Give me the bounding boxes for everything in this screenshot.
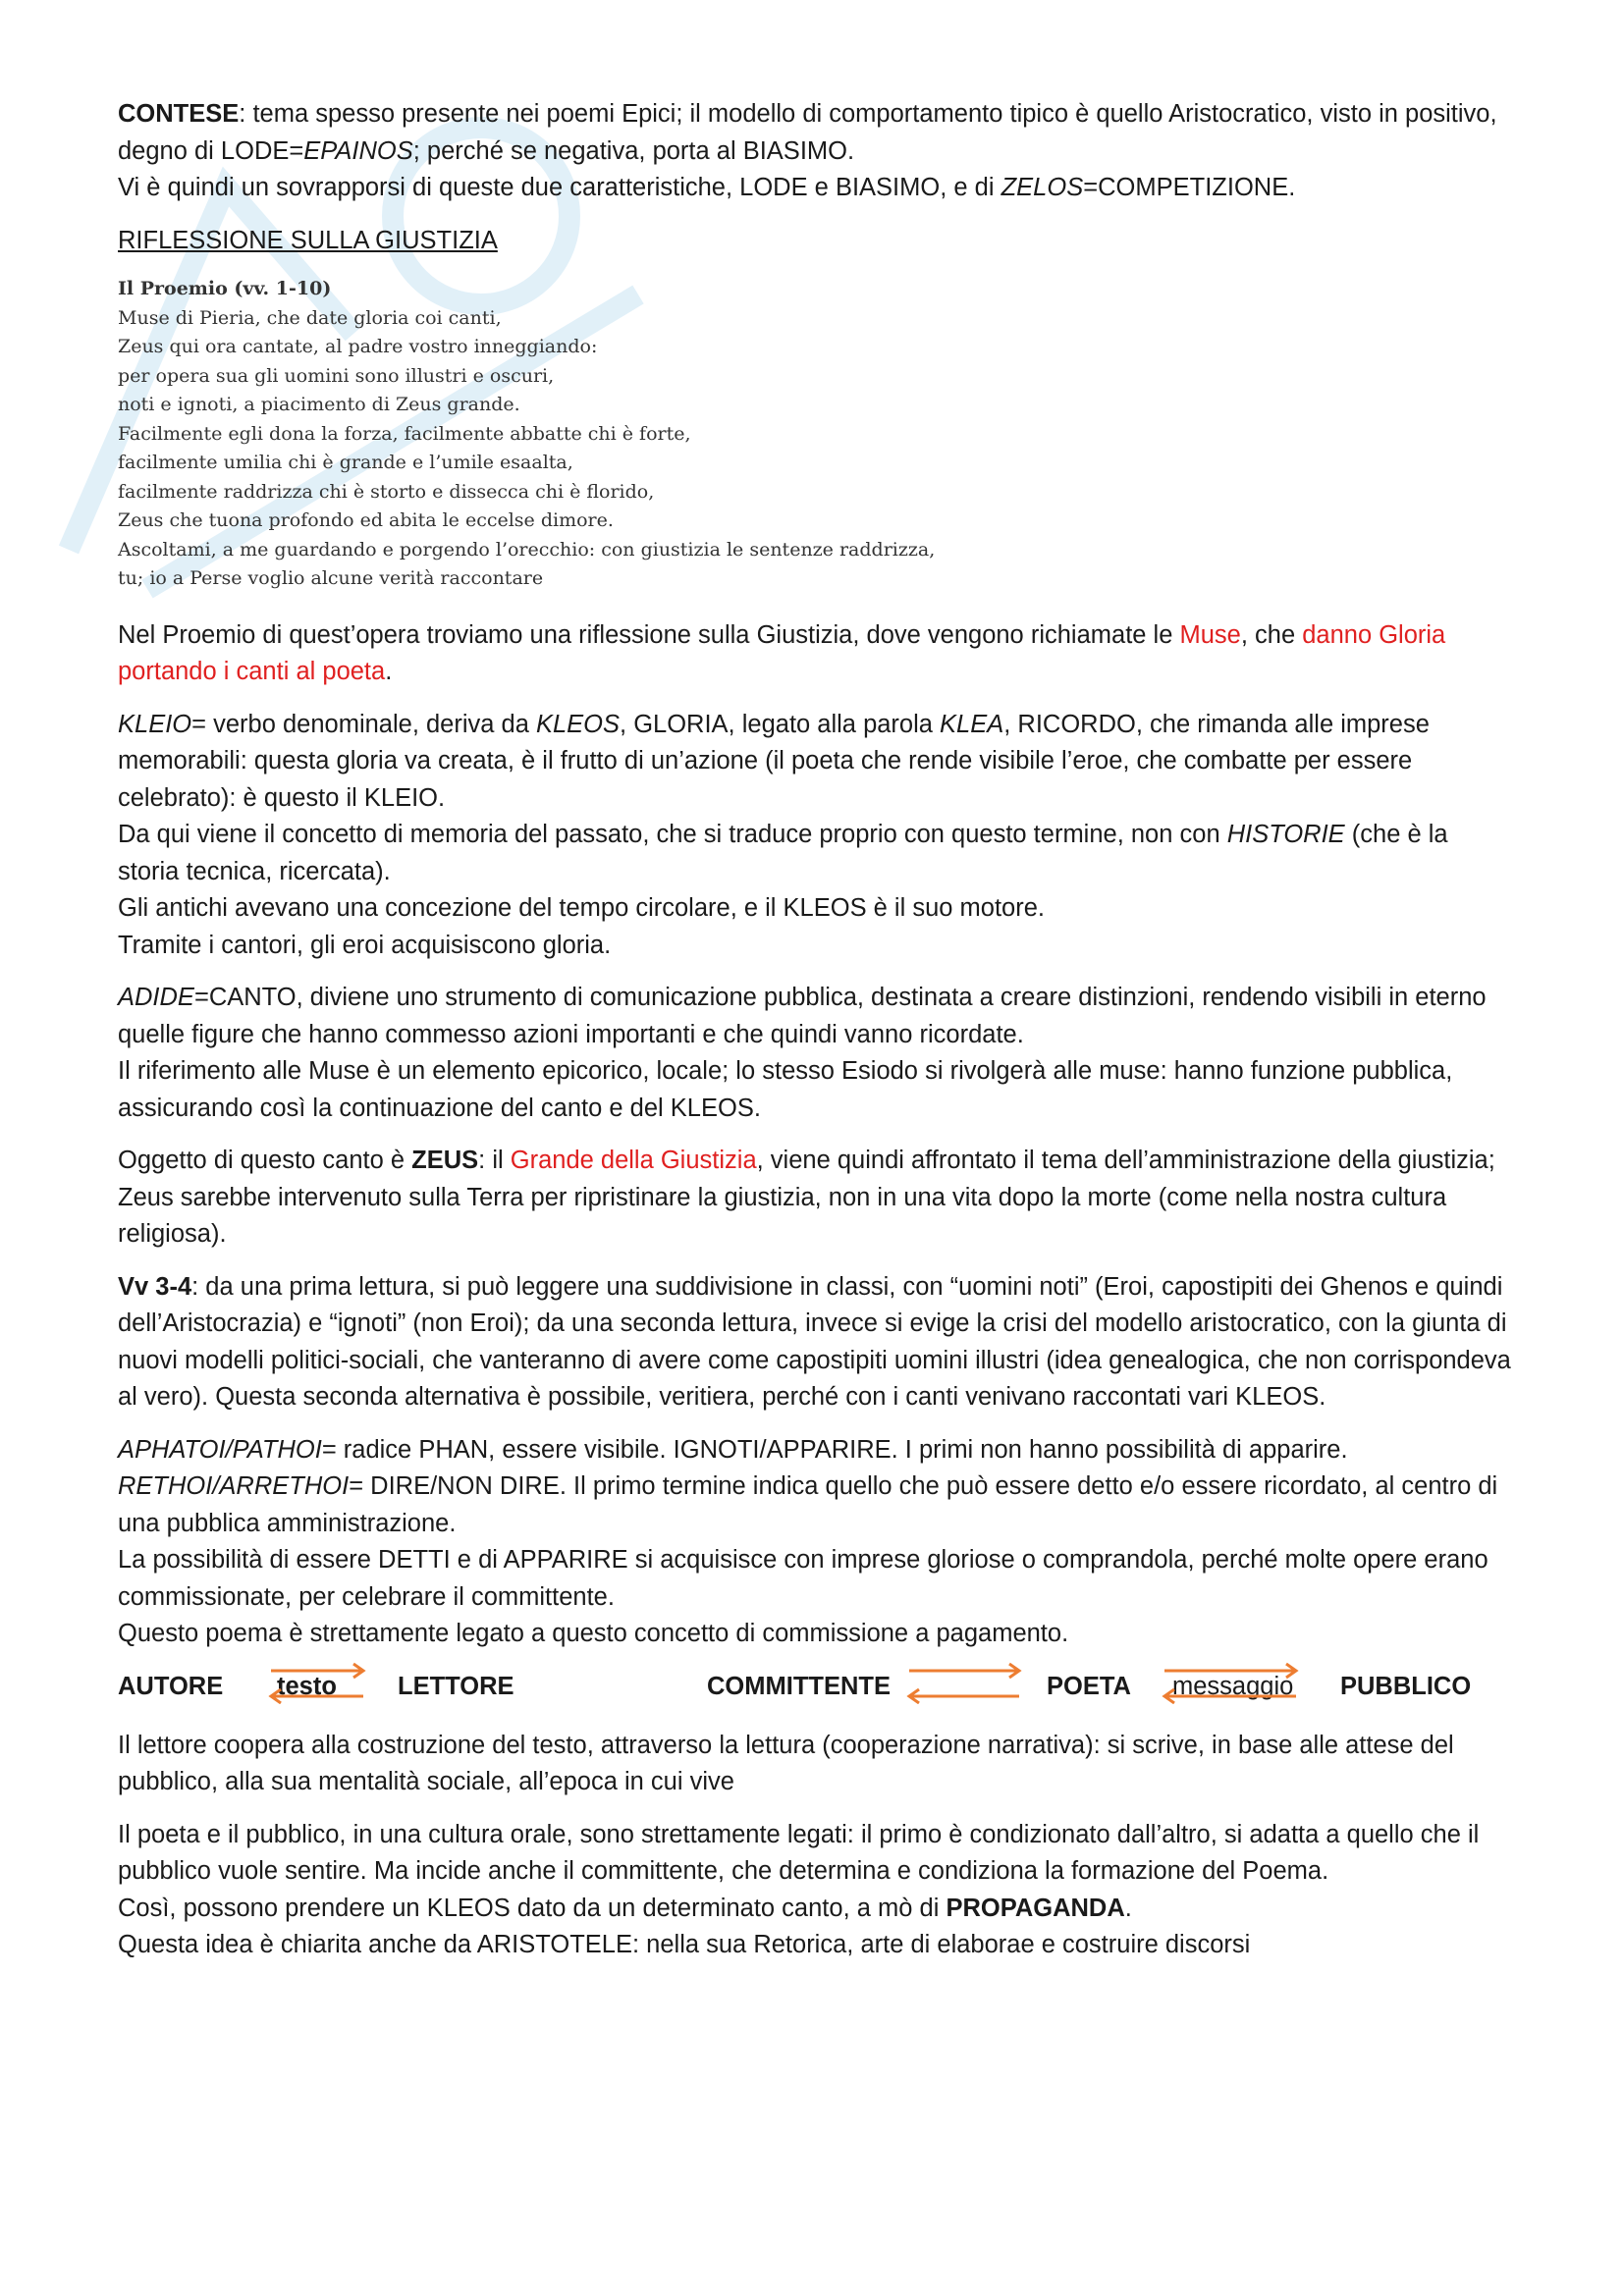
term-kleos: KLEOS (535, 710, 621, 738)
highlight-gloria: danno Gloria portando i canti al poeta (118, 620, 1446, 685)
paragraph-contese: CONTESE: tema spesso presente nei poemi Epici; il modello di comportamento tipico è quello Aristocratico, visto in positivo, degno di LODE=EPAINOS; perché se negativa, porta al BIASIMO. Vi è quindi un sovrapporsi di queste due caratteristiche, LODE e BIASIMO, e di ZELOS=COMPETIZIONE. (118, 100, 1497, 201)
highlight-muse: Muse (1179, 620, 1241, 649)
label-poeta: POETA (1047, 1672, 1131, 1700)
term-klea: KLEA (940, 710, 1004, 738)
paragraph-kleio: KLEIO= verbo denominale, deriva da KLEOS, GLORIA, legato alla parola KLEA, RICORDO, che rimanda alle imprese memorabili: questa gloria va creata, è il frutto di un’azione (il poeta che rende visibile l’eroe, che combatte per essere celebrato): è questo il KLEIO. Da qui viene il concetto di memoria del passato, che si traduce proprio con questo termine, non con HISTORIE (che è la storia tecnica, ricercata). Gli antichi avevano una concezione del tempo circolare, e il KLEOS è il suo motore. Tramite i cantori, gli eroi acquisiscono gloria. (118, 710, 1448, 959)
label-committente: COMMITTENTE (707, 1672, 891, 1700)
term-adide: ADIDE (118, 984, 194, 1011)
term-zelos: ZELOS (1001, 174, 1084, 201)
paragraph-lettore: Il lettore coopera alla costruzione del testo, attraverso la lettura (cooperazione narrativa): si scrive, in base alle attese del pubblico, alla sua mentalità sociale, all’epoca in cui vive (118, 1731, 1454, 1795)
label-lettore: LETTORE (398, 1672, 514, 1700)
term-contese: CONTESE (118, 100, 240, 128)
term-vv: Vv 3-4 (118, 1272, 192, 1301)
communication-diagram (118, 1669, 1512, 1710)
poem-line: Zeus che tuona profondo ed abita le eccelse dimore. (118, 509, 614, 531)
poem-title: Il Proemio (vv. 1-10) (118, 278, 332, 299)
poem-line: per opera sua gli uomini sono illustri e oscuri, (118, 364, 555, 387)
paragraph-vv: Vv 3-4: da una prima lettura, si può leggere una suddivisione in classi, con “uomini noti” (Eroi, capostipiti dei Ghenos e quindi dell’Aristocrazia) e “ignoti” (non Eroi); da una seconda lettura, invece si evige la crisi del modello aristocratico, con la giunta di nuovi modelli politici-sociali, che vanteranno di avere come capostipiti uomini illustri (idea genealogica, che non corrispondeva al vero). Questa seconda alternativa è possibile, veritiera, perché con i canti venivano raccontati vari KLEOS. (118, 1272, 1511, 1411)
paragraph-poeta: Il poeta e il pubblico, in una cultura orale, sono strettamente legati: il primo è condizionato dall’altro, si adatta a quello che il pubblico vuole sentire. Ma incide anche il committente, che determina e condiziona la formazione del Poema. Così, possono prendere un KLEOS dato da un determinato canto, a mò di PROPAGANDA. Questa idea è chiarita anche da ARISTOTELE: nella sua Retorica, arte di elaborae e costruire discorsi (118, 1820, 1480, 1958)
term-rethoi: RETHOI/ARRETHOI (118, 1472, 350, 1500)
arrow-messaggio-icon (1159, 1661, 1306, 1704)
poem-line: tu; io a Perse voglio alcune verità raccontare (118, 567, 544, 589)
section-heading: RIFLESSIONE SULLA GIUSTIZIA (118, 226, 498, 254)
arrow-testo-icon (265, 1661, 373, 1704)
arrow-committente-icon (903, 1661, 1026, 1704)
poem-line: Zeus qui ora cantate, al padre vostro inneggiando: (118, 336, 598, 357)
highlight-giustizia: Grande della Giustizia (510, 1147, 757, 1174)
document-page (118, 96, 1512, 1980)
poem-line: facilmente umilia chi è grande e l’umile esaalta, (118, 452, 573, 473)
paragraph-zeus: Oggetto di questo canto è ZEUS: il Grande della Giustizia, viene quindi affrontato il tema dell’amministrazione della giustizia; Zeus sarebbe intervenuto sulla Terra per ripristinare la giustizia, non in una vita dopo la morte (come nella nostra cultura religiosa). (118, 1147, 1495, 1248)
poem-line: Muse di Pieria, che date gloria coi canti, (118, 306, 502, 329)
paragraph-adide: ADIDE=CANTO, diviene uno strumento di comunicazione pubblica, destinata a creare distinzioni, rendendo visibili in eterno quelle figure che hanno commesso azioni importanti e che quindi vanno ricordate. Il riferimento alle Muse è un elemento epicorico, locale; lo stesso Esiodo si rivolgerà alle muse: hanno funzione pubblica, assicurando così la continuazione del canto e del KLEOS. (118, 984, 1487, 1122)
label-pubblico: PUBBLICO (1340, 1672, 1472, 1700)
term-historie: HISTORIE (1226, 821, 1345, 848)
paragraph-proemio: Nel Proemio di quest’opera troviamo una riflessione sulla Giustizia, dove vengono richiamate le Muse, che danno Gloria portando i canti al poeta. (118, 620, 1446, 685)
label-autore: AUTORE (118, 1672, 224, 1700)
term-aphatoi: APHATOI/PATHOI (118, 1435, 322, 1464)
term-kleio: KLEIO (118, 710, 192, 738)
term-propaganda: PROPAGANDA (946, 1894, 1125, 1922)
label-messaggio: messaggio (1172, 1672, 1294, 1700)
poem-line: facilmente raddrizza chi è storto e dissecca chi è florido, (118, 480, 655, 503)
poem-line: Ascoltami, a me guardando e porgendo l’orecchio: con giustizia le sentenze raddrizza, (118, 538, 936, 561)
term-zeus: ZEUS (411, 1147, 479, 1174)
poem-line: Facilmente egli dona la forza, facilmente abbatte chi è forte, (118, 422, 691, 445)
poem-line: noti e ignoti, a piacimento di Zeus grande. (118, 394, 520, 415)
poem-excerpt (118, 275, 1512, 594)
paragraph-aphatoi: APHATOI/PATHOI= radice PHAN, essere visibile. IGNOTI/APPARIRE. I primi non hanno possibilità di apparire. RETHOI/ARRETHOI= DIRE/NON DIRE. Il primo termine indica quello che può essere detto e/o essere ricordato, al centro di una pubblica amministrazione. La possibilità di essere DETTI e di APPARIRE si acquisisce con imprese gloriose o comprandola, perché molte opere erano commissionate, per celebrare il committente. Questo poema è strettamente legato a questo concetto di commissione a pagamento. (118, 1435, 1498, 1647)
label-testo: testo (277, 1672, 337, 1700)
term-epainos: EPAINOS (303, 136, 413, 165)
